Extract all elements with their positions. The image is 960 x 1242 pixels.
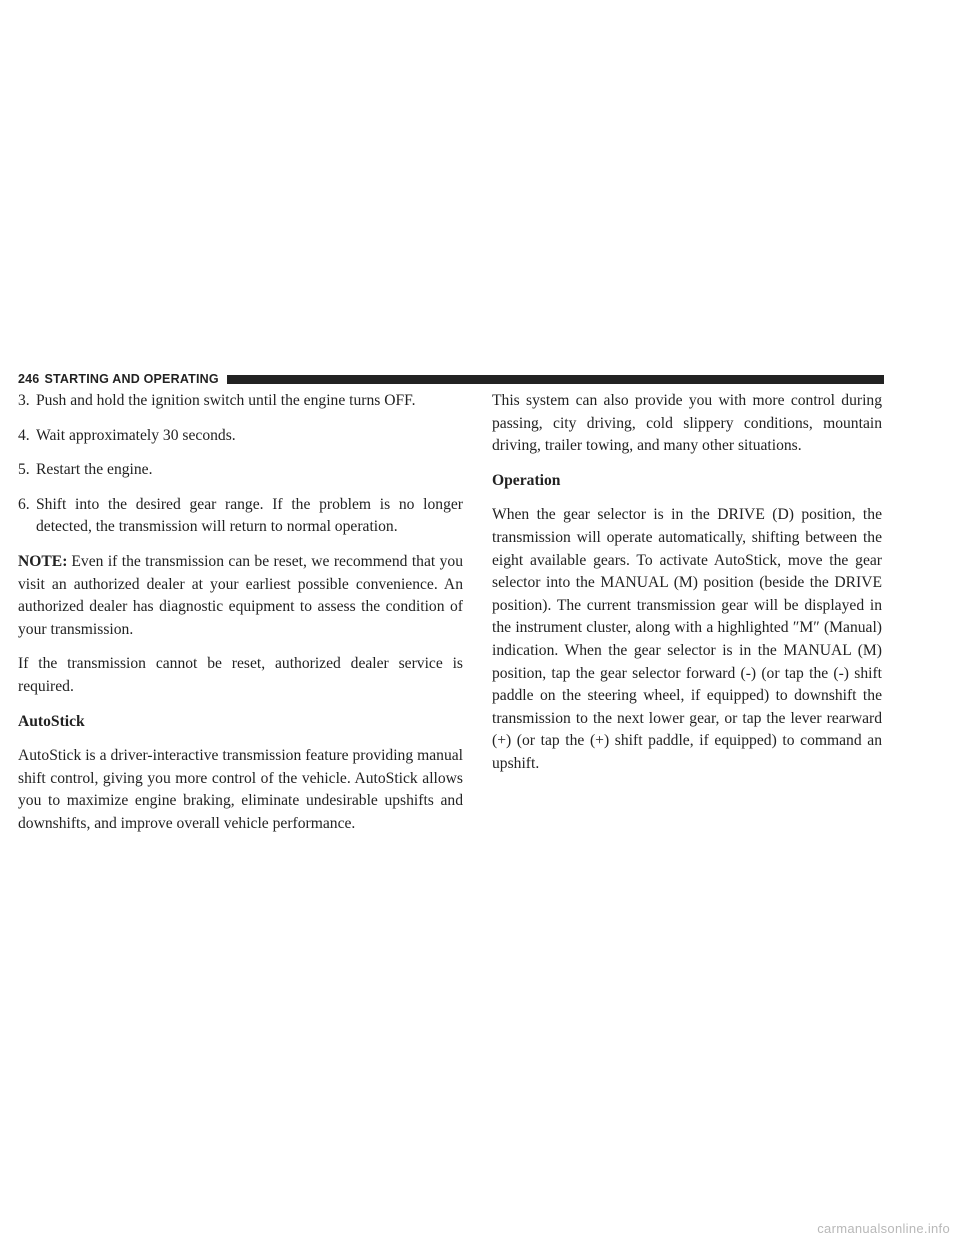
note-label: NOTE: xyxy=(18,552,68,570)
list-text: Push and hold the ignition switch until the engine turns OFF. xyxy=(36,392,416,409)
list-text: Wait approximately 30 seconds. xyxy=(36,426,236,444)
reset-paragraph: If the transmission cannot be reset, authorized dealer service is required. xyxy=(18,655,463,695)
list-number: 6. xyxy=(18,495,30,513)
autostick-paragraph: AutoStick is a driver-interactive transmission feature providing manual shift control, giving you more control of the vehicle. AutoStick allows you to maximize engine braking, eliminate undesirable upshifts and downshifts, and improve overall vehicle performance. xyxy=(18,747,463,832)
watermark-text: carmanualsonline.info xyxy=(817,1221,950,1236)
left-column xyxy=(18,390,463,848)
autostick-heading: AutoStick xyxy=(18,712,85,730)
right-column xyxy=(492,390,882,788)
list-number: 4. xyxy=(18,426,30,444)
control-paragraph: This system can also provide you with more control during passing, city driving, cold slippery conditions, mountain driving, trailer towing, and many other situations. xyxy=(492,392,882,455)
page-header xyxy=(18,371,884,387)
header-rule xyxy=(227,375,884,384)
operation-heading: Operation xyxy=(492,471,561,489)
page-number: 246 xyxy=(18,372,40,386)
list-text: Shift into the desired gear range. If the problem is no longer detected, the transmission will return to normal operation. xyxy=(36,495,463,536)
note-paragraph xyxy=(18,551,463,641)
operation-paragraph: When the gear selector is in the DRIVE (D) position, the transmission will operate automatically, shifting between the eight available gears. To activate AutoStick, move the gear selector into the MANUAL (M) position (beside the DRIVE position). The current transmission gear will be displayed in the instrument cluster, along with a highlighted ″M″ (Manual) indication. When the gear selector is in the MANUAL (M) position, tap the gear selector forward (-) (or tap the (-) shift paddle on the steering wheel, if equipped) to downshift the transmission to the next lower gear, or tap the lever rearward (+) (or tap the (+) shift paddle, if equipped) to command an upshift. xyxy=(492,506,882,772)
list-number: 3. xyxy=(18,392,30,409)
list-number: 5. xyxy=(18,461,30,479)
list-item-step-3 xyxy=(18,390,463,413)
list-item-step-6 xyxy=(18,494,463,539)
list-item-step-5 xyxy=(18,459,463,482)
list-item-step-4 xyxy=(18,425,463,448)
section-title: STARTING AND OPERATING xyxy=(44,372,219,386)
list-text: Restart the engine. xyxy=(36,461,153,479)
note-text: Even if the transmission can be reset, we recommend that you visit an authorized dealer at your earliest possible convenience. An authorized dealer has diagnostic equipment to assess the condition of your transmission. xyxy=(18,552,463,638)
